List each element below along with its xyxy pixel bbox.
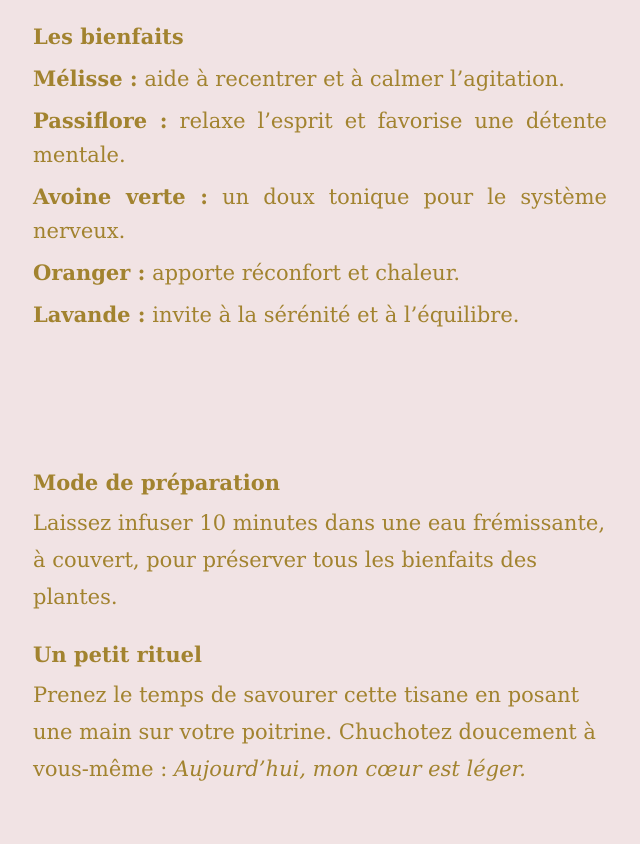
preparation-text: Laissez infuser 10 minutes dans une eau frémissante, à couvert, pour préserver tous les bienfaits des plantes. [33, 511, 606, 609]
benefit-herb-name: Oranger : [33, 260, 146, 285]
preparation-section [33, 466, 607, 616]
benefit-herb-name: Mélisse : [33, 66, 138, 91]
benefit-item-passiflore [33, 104, 607, 172]
benefit-description: invite à la sérénité et à l’équilibre. [145, 303, 520, 327]
benefit-herb-name: Passiflore : [33, 108, 168, 133]
benefit-item-melisse [33, 62, 607, 96]
benefit-item-oranger [33, 256, 607, 290]
benefit-description: relaxe l’esprit et favorise une détente mentale. [33, 109, 607, 167]
benefit-description: apporte réconfort et chaleur. [145, 261, 461, 285]
benefit-item-lavande [33, 298, 607, 332]
benefit-description: un doux tonique pour le système nerveux. [33, 185, 607, 243]
preparation-heading: Mode de préparation [33, 470, 280, 495]
benefits-section [33, 20, 607, 332]
ritual-heading: Un petit rituel [33, 642, 202, 667]
ritual-text [33, 677, 607, 788]
ritual-section [33, 638, 607, 788]
benefit-herb-name: Avoine verte : [33, 184, 209, 209]
ritual-affirmation: Aujourd’hui, mon cœur est léger. [174, 757, 526, 781]
benefit-herb-name: Lavande : [33, 302, 146, 327]
benefit-item-avoine-verte [33, 180, 607, 248]
ritual-instructions: Prenez le temps de savourer cette tisane en posant une main sur votre poitrine. Chuchotez doucement à vous-même : [33, 683, 596, 781]
benefits-heading: Les bienfaits [33, 24, 184, 49]
benefit-description: aide à recentrer et à calmer l’agitation. [137, 67, 565, 91]
